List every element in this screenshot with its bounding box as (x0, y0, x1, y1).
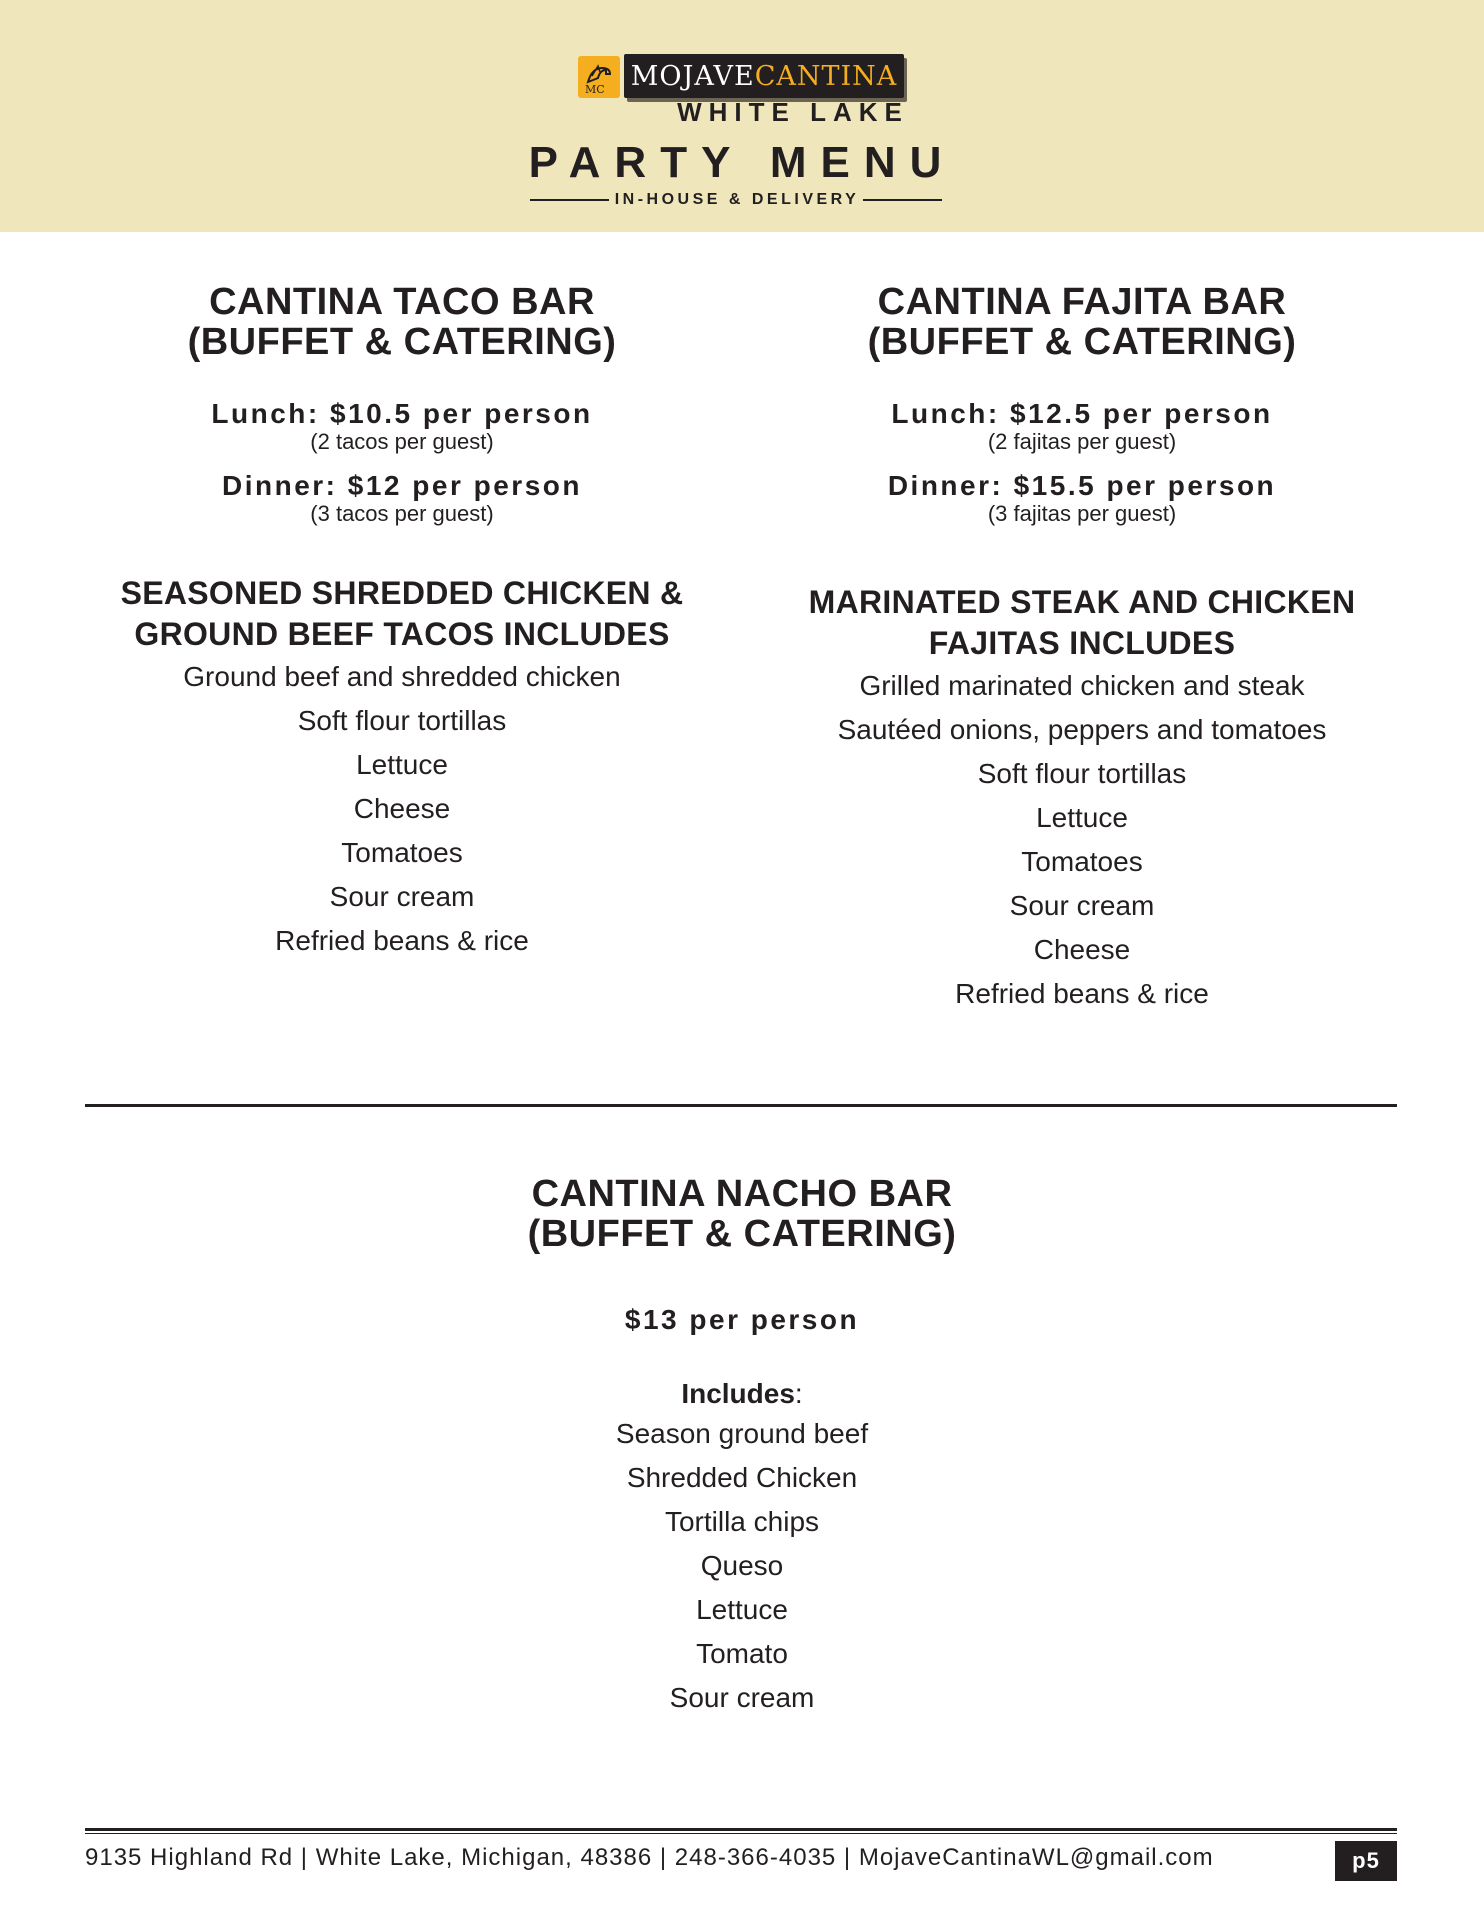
taco-items-list (72, 655, 732, 963)
footer-rule-thin (85, 1833, 1397, 1834)
svg-text:MC: MC (585, 83, 605, 96)
taco-lunch-note: (2 tacos per guest) (310, 429, 494, 454)
nacho-items-list (392, 1412, 1092, 1720)
fajita-lunch-note: (2 fajitas per guest) (987, 429, 1177, 454)
list-item: Tomato (696, 1638, 788, 1669)
location-name: WHITE LAKE (677, 97, 909, 127)
header-band (0, 0, 1484, 232)
nacho-includes-heading (392, 1376, 1092, 1412)
fajita-includes-heading: MARINATED STEAK AND CHICKEN (808, 584, 1356, 620)
fajita-lunch-price: Lunch: $12.5 per person (891, 398, 1273, 429)
fajita-dinner-note: (3 fajitas per guest) (987, 501, 1177, 526)
nacho-bar-title: CANTINA NACHO BAR (531, 1173, 953, 1215)
section-divider (85, 1104, 1397, 1107)
list-item: Sour cream (1009, 890, 1155, 921)
logo-emblem-icon (578, 56, 620, 98)
fajita-bar-section (752, 282, 1412, 1016)
taco-includes-heading: SEASONED SHREDDED CHICKEN & (120, 575, 684, 611)
taco-bar-subtitle: (BUFFET & CATERING) (187, 321, 617, 363)
taco-lunch-price: Lunch: $10.5 per person (211, 398, 593, 429)
list-item: Cheese (1033, 934, 1131, 965)
fajita-bar-subtitle: (BUFFET & CATERING) (867, 321, 1297, 363)
list-item: Grilled marinated chicken and steak (859, 670, 1305, 701)
page-number-badge: p5 (1335, 1841, 1397, 1881)
nacho-price: $13 per person (624, 1304, 860, 1335)
list-item: Tomatoes (1021, 846, 1143, 877)
nacho-bar-subtitle: (BUFFET & CATERING) (527, 1213, 957, 1255)
brand-logo (578, 54, 906, 100)
tagline-rule-left (530, 199, 609, 201)
fajita-items-list (752, 664, 1412, 1016)
fajita-bar-title: CANTINA FAJITA BAR (877, 281, 1287, 323)
taco-bar-title: CANTINA TACO BAR (209, 281, 595, 323)
list-item: Season ground beef (615, 1418, 869, 1449)
footer-contact: 9135 Highland Rd | White Lake, Michigan, 48386 | 248-366-4035 | MojaveCantinaWL@gmail.com (85, 1844, 1214, 1871)
logo-mojave-text: MOJAVE (630, 60, 755, 92)
footer-rule (85, 1828, 1397, 1831)
nacho-bar-section (392, 1174, 1092, 1720)
list-item: Shredded Chicken (626, 1462, 858, 1493)
list-item: Lettuce (356, 749, 448, 780)
list-item: Soft flour tortillas (977, 758, 1187, 789)
list-item: Ground beef and shredded chicken (183, 661, 621, 692)
page-title: PARTY MENU (528, 138, 956, 187)
taco-dinner-price: Dinner: $12 per person (222, 470, 582, 501)
service-text: IN-HOUSE & DELIVERY (614, 191, 860, 208)
list-item: Tomatoes (341, 837, 463, 868)
fajita-dinner-price: Dinner: $15.5 per person (887, 470, 1277, 501)
tagline-rule-right (863, 199, 942, 201)
list-item: Soft flour tortillas (297, 705, 507, 736)
includes-colon: : (794, 1378, 803, 1409)
list-item: Lettuce (696, 1594, 788, 1625)
service-tagline (530, 189, 942, 211)
list-item: Sour cream (329, 881, 475, 912)
list-item: Sour cream (669, 1682, 815, 1713)
list-item: Queso (700, 1550, 784, 1581)
list-item: Lettuce (1036, 802, 1128, 833)
list-item: Refried beans & rice (275, 925, 529, 956)
list-item: Sautéed onions, peppers and tomatoes (837, 714, 1327, 745)
list-item: Tortilla chips (664, 1506, 820, 1537)
taco-includes-heading-2: GROUND BEEF TACOS INCLUDES (134, 616, 670, 652)
list-item: Cheese (353, 793, 451, 824)
fajita-includes-heading-2: FAJITAS INCLUDES (928, 625, 1236, 661)
includes-label: Includes (681, 1378, 795, 1409)
list-item: Refried beans & rice (955, 978, 1209, 1009)
logo-wordmark (624, 54, 904, 98)
logo-cantina-text: CANTINA (754, 60, 898, 92)
taco-dinner-note: (3 tacos per guest) (310, 501, 494, 526)
taco-bar-section (72, 282, 732, 963)
